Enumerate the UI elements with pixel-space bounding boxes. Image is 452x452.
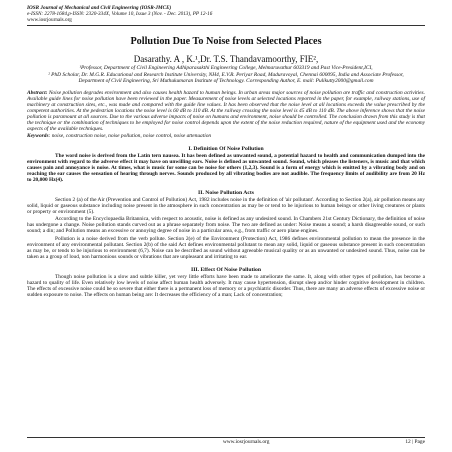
journal-website[interactable]: www.iosrjournals.org <box>27 17 72 24</box>
section-2-paragraph-2: According to the Encyclopaedia Britannica, with respect to acoustic, noise is defined as any undesired sound. In Chambers 21st Century Dictionary, the definition of noise has undergone a change. Noise pollution stands curved out as a phrase separately from noise. The two are defined as under: Noise means a sound; a harsh disagreeable sound, or such sound; a din; and Pollution means an excessive or annoying degree of noise in a particular area, e.g., from traffic or aero plane engines. <box>27 216 425 235</box>
section-heading-3: III. Effect Of Noise Pollution <box>191 266 261 273</box>
footer-rule <box>27 437 425 438</box>
keywords <box>27 133 425 139</box>
affiliation-2: ² PhD Scholar, Dr. M.G.R. Educational and Research Institute University, NH4, E.V.R. Periyar Road, Maduravoyal, Chennai 600095, India and Associate Professor, Department of Civil Engineering, Sri Muthukumaran Institute of Technology. Corresponding Author, E. mail: Pulikutty2000@gmail.com <box>48 72 404 85</box>
abstract <box>27 90 425 132</box>
paper-authors: Dasarathy. A , K.¹,Dr. T.S. Thandavamoorthy, FIE², <box>133 54 319 65</box>
section-2-paragraph-3: Pollution is a noise derived from the verb pollute. Section 2(e) of the Environment (Protection) Act, 1986 defines environmental pollution to mean the presence in the environment of any environmental pollutant. Section 2(b) of the said Act defines environmental pollutant to mean any solid, liquid or gaseous substance present in such concentration as may be, or tends to be injurious to environment (6,7). Noise can be described as sound without agreeable musical quality or as an unwanted or undesired sound. Thus, noise can be taken as a group of loud, non harmonious sounds or vibrations that are unpleasant and irritating to ear. <box>27 235 425 260</box>
header-rule <box>27 25 425 26</box>
keywords-label: Keywords <box>27 132 49 139</box>
abstract-label: Abstract: <box>27 89 48 96</box>
abstract-text: Noise pollution degrades environment and also causes health hazard to human beings. In urban areas major sources of noise pollution are traffic and construction activities. Available guide lines for noise pollution have been reviewed in the paper. Measurement of noise levels at selected locations reported in the paper, for example, railway stations, use of machinery at construction sites, etc., was made and compared with the guide line values. It has been observed that the noise level at all locations exceeds the value prescribed by the competent authorities. At the pedestrian locations the noise level is 60 dB to 110 dB. At the railway crossing the noise level is 45 dB to 110 dB. The above inference shows that the noise pollution is paramount at all sources. Due to the various adverse impacts of noise on humans and environment, noise should be controlled. The conclusion drawn from this study is that the technique or the combination of techniques to be employed for noise control depends upon the extent of the noise reduction required, nature of the equipment used and the economy aspects of the available techniques. <box>27 89 425 132</box>
keywords-text: : noise, construction noise, noise pollution, noise control, noise attenuation <box>48 132 212 139</box>
section-heading-2: II. Noise Pollution Acts <box>198 190 254 197</box>
section-3-paragraph-1: Though noise pollution is a slow and subtle killer, yet very little efforts have been made to ameliorate the same. It, along with other types of pollution, has become a hazard to quality of life. Even relatively low levels of noise affect human health adversely. It may cause hypertension, disrupt sleep and/or hinder cognitive development in children. The effects of excessive noise could be so severe that either there is a permanent loss of memory or a psychiatric disorder. Thus, there are many an adverse effects of excessive noise or sudden exposure to noise. The effects on human being are: It decreases the efficiency of a man; Lack of concentration; <box>27 273 425 298</box>
journal-name: IOSR Journal of Mechanical and Civil Engineering (IOSR-JMCE) <box>27 5 172 11</box>
page-number: 12 | Page <box>405 439 425 445</box>
affiliation-1: ¹Professor, Department of Civil Engineering Adhiparasakthi Engineering College, Melmaruvathur 603319 and Past Vice-President,ICI, <box>79 65 373 72</box>
journal-header <box>27 5 425 23</box>
section-1-paragraph-1: The word noise is derived from the Latin tern nausea. It has been defined as unwanted sound, a potential hazard to health and communication dumped into the environment with regard to the adverse effect it may have on unwilling ears. Noise is defined as unwanted sound. Sound, which pleases the listeners, is music and that which causes pain and annoyance is noise. At times, what is music for some can be noise for others (1,2,3). Sound is a form of energy which is emitted by a vibrating body and on reaching the ear causes the sensation of hearing through nerves. Sounds produced by all vibrating bodies are not audible. The frequency limits of audibility are from 20 Hz to 20,000 Hz(4). <box>27 152 425 184</box>
paper-title: Pollution Due To Noise from Selected Places <box>130 36 322 48</box>
section-heading-1: I. Definition Of Noise Pollution <box>188 145 264 152</box>
page-footer <box>27 437 425 445</box>
footer-website[interactable]: www.iosrjournals.org <box>222 439 270 445</box>
section-2-paragraph-1: Section 2 (a) of the Air (Prevention and Control of Pollution) Act, 1982 includes noise in the definition of 'air pollutant'. According to Section 2(a), air pollution means any solid, liquid or gaseous substance including noise present in the atmosphere in such concentration as may be or tend to be injurious to human beings or other living creatures or plants or property or environment (5). <box>27 197 425 216</box>
journal-issn: e-ISSN: 2278-1684,p-ISSN: 2320-334X, Volume 10, Issue 3 (Nov. - Dec. 2013), PP 12-16 <box>27 11 213 18</box>
